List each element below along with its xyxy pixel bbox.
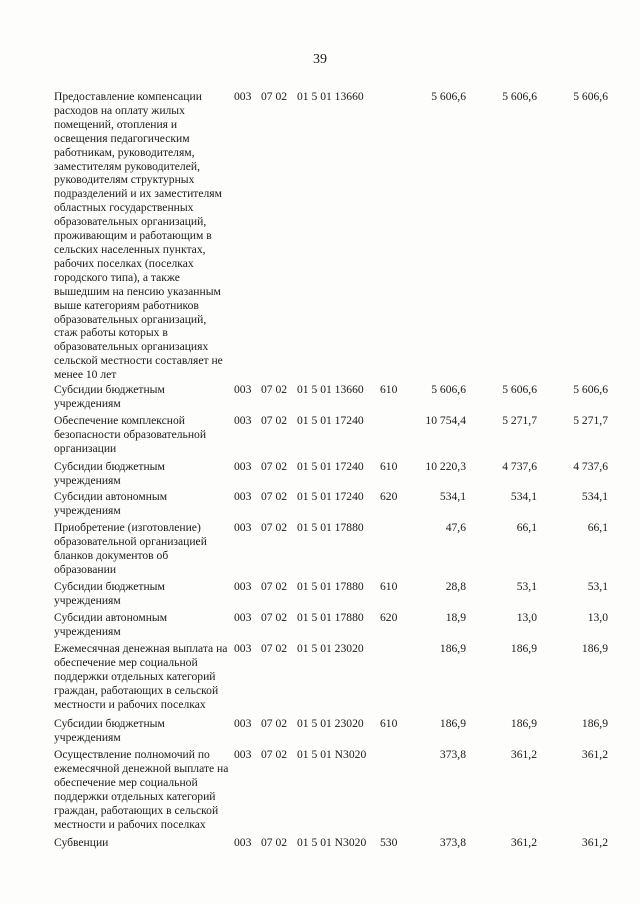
row-value-3: 186,9	[581, 642, 608, 655]
row-value-2: 4 737,6	[502, 460, 537, 473]
row-value-1: 18,9	[445, 611, 466, 624]
row-value-3: 534,1	[581, 490, 608, 503]
row-value-2: 5 606,6	[502, 90, 537, 103]
row-value-2: 66,1	[516, 521, 537, 534]
row-value-1: 10 754,4	[425, 414, 466, 427]
row-value-3: 5 606,6	[573, 383, 608, 396]
row-target-code: 01 5 01 13660	[297, 383, 364, 396]
row-value-1: 373,8	[439, 836, 466, 849]
row-value-1: 10 220,3	[425, 460, 466, 473]
row-grbs-code: 003	[234, 717, 252, 730]
row-value-2: 186,9	[510, 642, 537, 655]
row-value-3: 5 606,6	[573, 90, 608, 103]
row-name: Субсидии автономным учреждениям	[54, 611, 168, 638]
row-grbs-code: 003	[234, 580, 252, 593]
row-section-code: 07 02	[261, 383, 288, 396]
row-value-2: 534,1	[510, 490, 537, 503]
row-value-3: 361,2	[581, 748, 608, 761]
row-expense-type-code: 610	[380, 383, 398, 396]
row-target-code: 01 5 01 17240	[297, 490, 364, 503]
row-section-code: 07 02	[261, 611, 288, 624]
row-section-code: 07 02	[261, 836, 288, 849]
row-value-3: 5 271,7	[573, 414, 608, 427]
row-value-2: 361,2	[510, 748, 537, 761]
row-name: Субвенции	[54, 836, 109, 849]
row-name: Ежемесячная денежная выплата на обеспечение мер социальной поддержки отдельных категорий граждан, работающих в сельской местности и рабочих поселках	[54, 642, 228, 711]
row-grbs-code: 003	[234, 490, 252, 503]
row-target-code: 01 5 01 17240	[297, 414, 364, 427]
row-expense-type-code: 530	[380, 836, 398, 849]
row-target-code: 01 5 01 17880	[297, 611, 364, 624]
row-value-1: 373,8	[439, 748, 466, 761]
row-grbs-code: 003	[234, 460, 252, 473]
row-expense-type-code: 610	[380, 580, 398, 593]
row-grbs-code: 003	[234, 611, 252, 624]
row-value-3: 13,0	[587, 611, 608, 624]
row-section-code: 07 02	[261, 90, 288, 103]
row-expense-type-code: 620	[380, 611, 398, 624]
row-value-2: 186,9	[510, 717, 537, 730]
row-value-3: 53,1	[587, 580, 608, 593]
row-name: Субсидии бюджетным учреждениям	[54, 580, 165, 607]
row-name: Субсидии бюджетным учреждениям	[54, 383, 165, 410]
row-value-2: 13,0	[516, 611, 537, 624]
row-section-code: 07 02	[261, 717, 288, 730]
row-value-1: 5 606,6	[431, 90, 466, 103]
row-name: Обеспечение комплексной безопасности образовательной организации	[54, 414, 207, 455]
row-name: Субсидии бюджетным учреждениям	[54, 717, 165, 744]
row-value-3: 361,2	[581, 836, 608, 849]
row-section-code: 07 02	[261, 490, 288, 503]
row-expense-type-code: 610	[380, 460, 398, 473]
row-value-2: 5 271,7	[502, 414, 537, 427]
row-grbs-code: 003	[234, 642, 252, 655]
row-target-code: 01 5 01 23020	[297, 642, 364, 655]
row-value-1: 534,1	[439, 490, 466, 503]
row-value-2: 361,2	[510, 836, 537, 849]
row-section-code: 07 02	[261, 460, 288, 473]
row-grbs-code: 003	[234, 383, 252, 396]
row-grbs-code: 003	[234, 414, 252, 427]
row-value-2: 5 606,6	[502, 383, 537, 396]
row-name: Субсидии бюджетным учреждениям	[54, 460, 165, 487]
row-section-code: 07 02	[261, 580, 288, 593]
row-value-1: 28,8	[445, 580, 466, 593]
row-section-code: 07 02	[261, 521, 288, 534]
row-target-code: 01 5 01 23020	[297, 717, 364, 730]
row-name: Осуществление полномочий по ежемесячной денежной выплате на обеспечение мер социальной поддержки отдельных категорий граждан, работающих в сельской местности и рабочих поселках	[54, 748, 229, 831]
row-expense-type-code: 620	[380, 490, 398, 503]
row-value-1: 47,6	[445, 521, 466, 534]
row-name: Предоставление компенсации расходов на оплату жилых помещений, отопления и освещения педагогическим работникам, руководителям, заместителям руководителей, руководителям структурных подразделений и их заместителям областных государственных образовательных организаций, проживающим и работающим в сельских населенных пунктах, рабочих поселках (поселках городского типа), а также вышедшим на пенсию указанным выше категориям работников образовательных организаций, стаж работы которых в образовательных организациях сельской местности составляет не менее 10 лет	[54, 90, 223, 382]
row-target-code: 01 5 01 13660	[297, 90, 364, 103]
row-value-1: 186,9	[439, 717, 466, 730]
row-value-1: 5 606,6	[431, 383, 466, 396]
row-target-code: 01 5 01 17240	[297, 460, 364, 473]
page-number: 39	[313, 52, 327, 67]
row-name: Субсидии автономным учреждениям	[54, 490, 168, 517]
row-section-code: 07 02	[261, 414, 288, 427]
row-grbs-code: 003	[234, 836, 252, 849]
row-value-3: 4 737,6	[573, 460, 608, 473]
row-value-3: 66,1	[587, 521, 608, 534]
row-name: Приобретение (изготовление) образовательной организацией бланков документов об образовании	[54, 521, 207, 576]
row-target-code: 01 5 01 N3020	[297, 748, 367, 761]
row-section-code: 07 02	[261, 748, 288, 761]
row-grbs-code: 003	[234, 90, 252, 103]
row-expense-type-code: 610	[380, 717, 398, 730]
row-value-1: 186,9	[439, 642, 466, 655]
row-section-code: 07 02	[261, 642, 288, 655]
row-target-code: 01 5 01 17880	[297, 521, 364, 534]
row-grbs-code: 003	[234, 748, 252, 761]
row-target-code: 01 5 01 N3020	[297, 836, 367, 849]
row-target-code: 01 5 01 17880	[297, 580, 364, 593]
row-grbs-code: 003	[234, 521, 252, 534]
row-value-3: 186,9	[581, 717, 608, 730]
row-value-2: 53,1	[516, 580, 537, 593]
